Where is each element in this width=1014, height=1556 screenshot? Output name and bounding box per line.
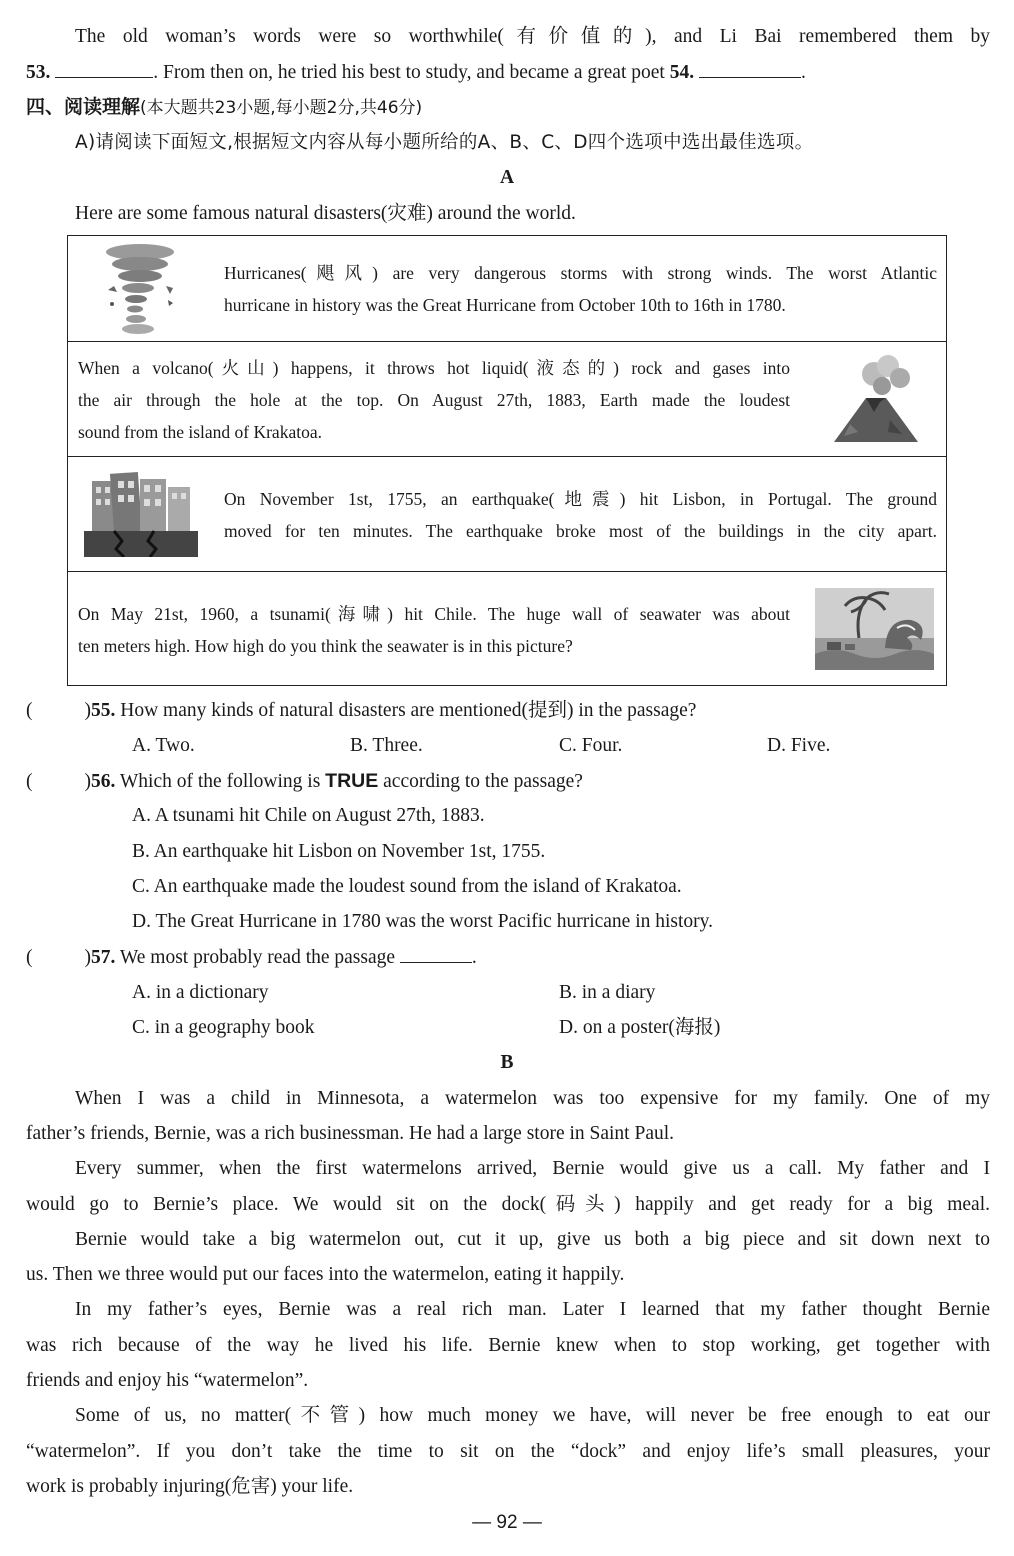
disasters-table: [67, 235, 947, 686]
question-56-text-pre: Which of the following is: [119, 771, 321, 792]
answer-paren-close-57: ): [84, 947, 91, 968]
section-note: (本大题共23小题,每小题2分,共46分): [140, 98, 423, 118]
passage-b-line-5: Bernie would take a big watermelon out, cut it up, give us both a big piece and sit down next to: [75, 1229, 990, 1250]
q55-option-c: C. Four.: [559, 735, 623, 756]
passage-b-label: B: [500, 1052, 514, 1073]
volcano-line-2: the air through the hole at the top. On August 27th, 1883, Earth made the loudest: [78, 390, 790, 410]
table-row-volcano: [68, 342, 946, 457]
blank-54[interactable]: [699, 59, 801, 78]
blank-53-number: 53.: [26, 62, 51, 83]
q57-option-d: D. on a poster(海报): [559, 1017, 721, 1038]
section-instruction: A)请阅读下面短文,根据短文内容从每小题所给的A、B、C、D四个选项中选出最佳选项。: [75, 132, 814, 153]
passage-b-line-4: would go to Bernie’s place. We would sit on the dock(码头) happily and get ready for a big meal.: [26, 1194, 990, 1215]
passage-b-line-6: us. Then we three would put our faces into the watermelon, eating it happily.: [26, 1264, 625, 1285]
passage-b-line-8: was rich because of the way he lived his life. Bernie knew when to stop working, get together with: [26, 1335, 990, 1356]
tsunami-icon: [815, 588, 934, 670]
table-row-earthquake: [68, 457, 946, 572]
q56-option-b: B. An earthquake hit Lisbon on November 1st, 1755.: [132, 841, 546, 862]
question-55-number: 55.: [91, 700, 116, 721]
answer-paren-open-55: (: [26, 700, 33, 721]
passage-b-line-3: Every summer, when the first watermelons arrived, Bernie would give us a call. My father and I: [75, 1158, 990, 1179]
earthquake-line-2: moved for ten minutes. The earthquake broke most of the buildings in the city apart.: [224, 521, 937, 541]
q57-option-a: A. in a dictionary: [132, 982, 269, 1003]
table-row-hurricane: [68, 236, 946, 342]
earthquake-icon: [84, 469, 198, 557]
q56-option-c: C. An earthquake made the loudest sound from the island of Krakatoa.: [132, 876, 682, 897]
earthquake-line-1: On November 1st, 1755, an earthquake(地震) hit Lisbon, in Portugal. The ground: [224, 489, 937, 509]
q55-option-a: A. Two.: [132, 735, 195, 756]
passage-b-line-1: When I was a child in Minnesota, a watermelon was too expensive for my family. One of my: [75, 1088, 990, 1109]
q55-option-d: D. Five.: [767, 735, 831, 756]
question-57: ( )57. We most probably read the passage .: [26, 944, 990, 971]
top-line-2-text: . From then on, he tried his best to study, and became a great poet: [153, 62, 665, 83]
q57-option-c: C. in a geography book: [132, 1017, 315, 1038]
hurricane-line-1: Hurricanes(飓风) are very dangerous storms with strong winds. The worst Atlantic: [224, 263, 937, 283]
hurricane-line-2: hurricane in history was the Great Hurricane from October 10th to 16th in 1780.: [224, 295, 786, 315]
q55-option-b: B. Three.: [350, 735, 423, 756]
section-header: [26, 94, 990, 121]
question-57-text: We most probably read the passage: [119, 947, 396, 968]
answer-slot-56[interactable]: [33, 769, 85, 787]
q56-option-d: D. The Great Hurricane in 1780 was the worst Pacific hurricane in history.: [132, 911, 714, 932]
passage-a-label: A: [499, 167, 515, 188]
blank-54-number: 54.: [669, 62, 695, 83]
answer-slot-57[interactable]: [33, 945, 85, 963]
question-56-number: 56.: [91, 771, 116, 792]
answer-paren-close-55: ): [84, 700, 91, 721]
table-row-tsunami: [68, 572, 946, 687]
passage-a-intro: Here are some famous natural disasters(灾难) around the world.: [75, 203, 576, 224]
question-57-number: 57.: [91, 947, 116, 968]
answer-paren-open-56: (: [26, 771, 33, 792]
passage-b-line-7: In my father’s eyes, Bernie was a real rich man. Later I learned that my father thought Bernie: [75, 1299, 990, 1320]
answer-paren-close-56: ): [84, 771, 91, 792]
volcano-icon: [830, 352, 922, 446]
tsunami-line-2: ten meters high. How high do you think the seawater is in this picture?: [78, 636, 573, 656]
tsunami-line-1: On May 21st, 1960, a tsunami(海啸) hit Chile. The huge wall of seawater was about: [78, 604, 790, 624]
question-56-text-bold: TRUE: [325, 770, 379, 792]
top-line-2: [26, 59, 990, 86]
question-55-text: How many kinds of natural disasters are mentioned(提到) in the passage?: [120, 700, 697, 721]
q57-option-b: B. in a diary: [559, 982, 656, 1003]
top-line-1: The old woman’s words were so worthwhile(有价值的), and Li Bai remembered them by: [75, 26, 990, 47]
question-57-blank[interactable]: [400, 944, 472, 963]
q56-option-a: A. A tsunami hit Chile on August 27th, 1883.: [132, 805, 485, 826]
question-55: [26, 698, 990, 724]
tornado-icon: [98, 242, 182, 336]
question-56-text-post: according to the passage?: [383, 771, 583, 792]
answer-slot-55[interactable]: [33, 698, 85, 716]
passage-b-line-10: Some of us, no matter(不管) how much money we have, will never be free enough to eat our: [75, 1405, 990, 1426]
answer-paren-open-57: (: [26, 947, 33, 968]
passage-b-line-2: father’s friends, Bernie, was a rich businessman. He had a large store in Saint Paul.: [26, 1123, 675, 1144]
section-title: 四、阅读理解: [26, 96, 141, 118]
volcano-line-1: When a volcano(火山) happens, it throws hot liquid(液态的) rock and gases into: [78, 358, 790, 378]
passage-b-line-12: work is probably injuring(危害) your life.: [26, 1476, 354, 1497]
volcano-line-3: sound from the island of Krakatoa.: [78, 422, 322, 442]
question-56: [26, 768, 990, 795]
page-number: — 92 —: [472, 1512, 542, 1533]
passage-b-line-9: friends and enjoy his “watermelon”.: [26, 1370, 309, 1391]
blank-53[interactable]: [55, 59, 153, 78]
passage-b-line-11: “watermelon”. If you don’t take the time to sit on the “dock” and enjoy life’s small pleasures, your: [26, 1441, 990, 1462]
top-line-2-end: .: [800, 62, 806, 83]
